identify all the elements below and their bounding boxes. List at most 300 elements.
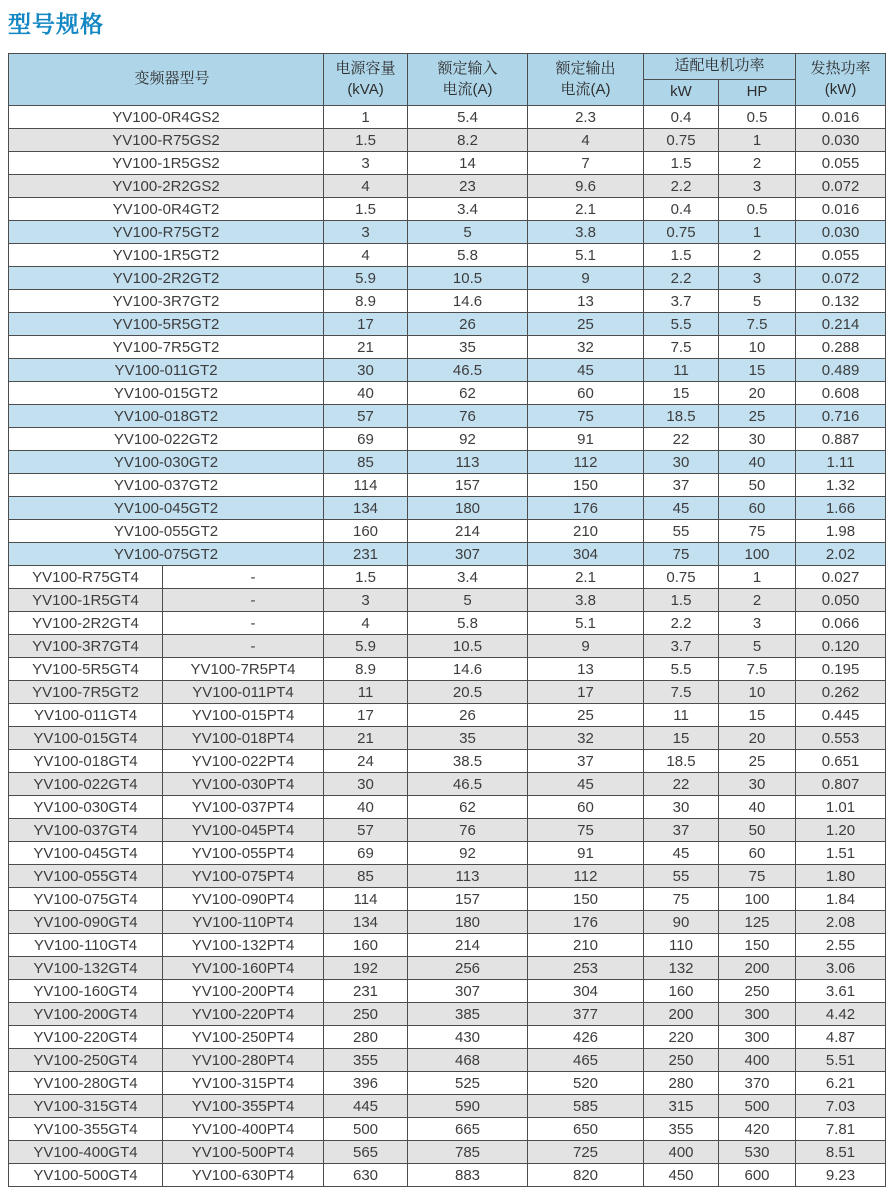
kva-cell: 11 xyxy=(324,681,408,704)
motor-hp-cell: 500 xyxy=(719,1095,796,1118)
model-label: YV100-2R2GT2 xyxy=(112,269,220,287)
heat-power-cell: 0.262 xyxy=(796,681,886,704)
output-current-cell: 45 xyxy=(528,773,644,796)
input-current-cell: 307 xyxy=(408,980,528,1003)
model-cell-2: YV100-7R5PT4 xyxy=(163,658,324,681)
model-cell-2: YV100-250PT4 xyxy=(163,1026,324,1049)
col-header-output-current xyxy=(528,54,644,106)
input-current-cell: 5 xyxy=(408,589,528,612)
table-row xyxy=(9,888,886,911)
model-cell-2: YV100-160PT4 xyxy=(163,957,324,980)
table-row xyxy=(9,934,886,957)
motor-hp-cell: 5 xyxy=(719,290,796,313)
kva-cell: 17 xyxy=(324,313,408,336)
heat-power-cell: 0.030 xyxy=(796,221,886,244)
model-label: YV100-018GT2 xyxy=(113,407,219,425)
table-row xyxy=(9,451,886,474)
motor-hp-cell: 125 xyxy=(719,911,796,934)
model-cell xyxy=(9,221,324,244)
model-cell-2: YV100-280PT4 xyxy=(163,1049,324,1072)
input-current-cell: 785 xyxy=(408,1141,528,1164)
model-cell xyxy=(9,451,324,474)
table-row xyxy=(9,612,886,635)
motor-kw-cell: 2.2 xyxy=(644,612,719,635)
model-cell: YV100-075GT4 xyxy=(9,888,163,911)
heat-power-cell: 4.87 xyxy=(796,1026,886,1049)
model-cell: YV100-1R5GT4 xyxy=(9,589,163,612)
motor-kw-cell: 18.5 xyxy=(644,405,719,428)
heat-power-cell: 7.81 xyxy=(796,1118,886,1141)
motor-kw-cell: 37 xyxy=(644,819,719,842)
kva-cell: 445 xyxy=(324,1095,408,1118)
heat-power-cell: 0.016 xyxy=(796,198,886,221)
model-cell: YV100-315GT4 xyxy=(9,1095,163,1118)
output-current-cell: 426 xyxy=(528,1026,644,1049)
table-row xyxy=(9,1072,886,1095)
output-current-cell: 520 xyxy=(528,1072,644,1095)
kva-cell: 1 xyxy=(324,106,408,129)
motor-kw-cell: 0.75 xyxy=(644,129,719,152)
model-cell-2: - xyxy=(163,612,324,635)
kva-cell: 565 xyxy=(324,1141,408,1164)
table-row xyxy=(9,658,886,681)
model-cell-2: YV100-030PT4 xyxy=(163,773,324,796)
col-header-hp: HP xyxy=(719,80,796,106)
table-row xyxy=(9,497,886,520)
input-header-line1: 额定输入 xyxy=(437,60,498,78)
heat-power-cell: 0.489 xyxy=(796,359,886,382)
kva-cell: 4 xyxy=(324,175,408,198)
motor-kw-cell: 1.5 xyxy=(644,152,719,175)
output-header-line2: 电流(A) xyxy=(560,80,611,98)
model-cell xyxy=(9,405,324,428)
output-current-cell: 91 xyxy=(528,842,644,865)
heat-power-cell: 0.445 xyxy=(796,704,886,727)
motor-kw-cell: 355 xyxy=(644,1118,719,1141)
motor-kw-cell: 55 xyxy=(644,865,719,888)
model-cell: YV100-030GT4 xyxy=(9,796,163,819)
heat-power-cell: 5.51 xyxy=(796,1049,886,1072)
motor-kw-cell: 1.5 xyxy=(644,244,719,267)
heat-power-cell: 0.716 xyxy=(796,405,886,428)
output-current-cell: 25 xyxy=(528,704,644,727)
kva-cell: 1.5 xyxy=(324,566,408,589)
model-cell-2: YV100-011PT4 xyxy=(163,681,324,704)
table-row xyxy=(9,474,886,497)
model-cell: YV100-011GT4 xyxy=(9,704,163,727)
model-cell: YV100-3R7GT4 xyxy=(9,635,163,658)
input-current-cell: 14.6 xyxy=(408,290,528,313)
output-current-cell: 150 xyxy=(528,474,644,497)
output-current-cell: 91 xyxy=(528,428,644,451)
motor-hp-cell: 3 xyxy=(719,175,796,198)
input-current-cell: 8.2 xyxy=(408,129,528,152)
output-current-cell: 75 xyxy=(528,819,644,842)
motor-kw-cell: 75 xyxy=(644,888,719,911)
input-current-cell: 14 xyxy=(408,152,528,175)
motor-hp-cell: 10 xyxy=(719,681,796,704)
model-cell-2: YV100-045PT4 xyxy=(163,819,324,842)
motor-hp-cell: 7.5 xyxy=(719,658,796,681)
kva-cell: 8.9 xyxy=(324,658,408,681)
motor-kw-cell: 280 xyxy=(644,1072,719,1095)
output-current-cell: 45 xyxy=(528,359,644,382)
motor-hp-cell: 100 xyxy=(719,888,796,911)
input-current-cell: 430 xyxy=(408,1026,528,1049)
heat-power-cell: 2.02 xyxy=(796,543,886,566)
heat-power-cell: 0.055 xyxy=(796,244,886,267)
motor-hp-cell: 2 xyxy=(719,589,796,612)
input-current-cell: 20.5 xyxy=(408,681,528,704)
kva-cell: 396 xyxy=(324,1072,408,1095)
model-cell: YV100-015GT4 xyxy=(9,727,163,750)
output-current-cell: 112 xyxy=(528,451,644,474)
model-label: YV100-0R4GS2 xyxy=(112,108,220,126)
motor-hp-cell: 30 xyxy=(719,773,796,796)
output-current-cell: 112 xyxy=(528,865,644,888)
heat-power-cell: 0.807 xyxy=(796,773,886,796)
output-current-cell: 9 xyxy=(528,267,644,290)
model-label: YV100-037GT2 xyxy=(113,476,219,494)
col-header-model: 变频器型号 xyxy=(9,54,324,106)
model-cell-2: YV100-500PT4 xyxy=(163,1141,324,1164)
model-cell xyxy=(9,129,324,152)
kva-cell: 17 xyxy=(324,704,408,727)
input-current-cell: 38.5 xyxy=(408,750,528,773)
table-row xyxy=(9,106,886,129)
model-cell: YV100-090GT4 xyxy=(9,911,163,934)
kva-cell: 134 xyxy=(324,497,408,520)
input-current-cell: 525 xyxy=(408,1072,528,1095)
kva-cell: 1.5 xyxy=(324,129,408,152)
model-cell: YV100-280GT4 xyxy=(9,1072,163,1095)
col-header-heat-power xyxy=(796,54,886,106)
kva-cell: 160 xyxy=(324,520,408,543)
heat-power-cell: 0.214 xyxy=(796,313,886,336)
header-row-top xyxy=(9,54,886,80)
model-label: YV100-R75GS2 xyxy=(112,131,220,149)
heat-power-cell: 6.21 xyxy=(796,1072,886,1095)
motor-hp-cell: 15 xyxy=(719,359,796,382)
table-row xyxy=(9,428,886,451)
output-current-cell: 13 xyxy=(528,290,644,313)
kva-cell: 231 xyxy=(324,543,408,566)
table-row xyxy=(9,819,886,842)
output-current-cell: 210 xyxy=(528,520,644,543)
output-current-cell: 9.6 xyxy=(528,175,644,198)
heat-power-cell: 0.055 xyxy=(796,152,886,175)
motor-kw-cell: 2.2 xyxy=(644,267,719,290)
input-current-cell: 307 xyxy=(408,543,528,566)
motor-kw-cell: 7.5 xyxy=(644,336,719,359)
model-cell-2: YV100-022PT4 xyxy=(163,750,324,773)
output-current-cell: 465 xyxy=(528,1049,644,1072)
output-current-cell: 210 xyxy=(528,934,644,957)
output-current-cell: 253 xyxy=(528,957,644,980)
motor-hp-cell: 2 xyxy=(719,244,796,267)
model-cell: YV100-045GT4 xyxy=(9,842,163,865)
heat-power-cell: 0.050 xyxy=(796,589,886,612)
input-current-cell: 62 xyxy=(408,796,528,819)
motor-hp-cell: 370 xyxy=(719,1072,796,1095)
model-cell-2: YV100-015PT4 xyxy=(163,704,324,727)
heat-power-cell: 0.651 xyxy=(796,750,886,773)
model-cell: YV100-5R5GT4 xyxy=(9,658,163,681)
input-current-cell: 76 xyxy=(408,405,528,428)
input-current-cell: 883 xyxy=(408,1164,528,1187)
output-current-cell: 2.1 xyxy=(528,566,644,589)
table-row xyxy=(9,543,886,566)
output-current-cell: 9 xyxy=(528,635,644,658)
table-row xyxy=(9,152,886,175)
kva-cell: 3 xyxy=(324,152,408,175)
input-current-cell: 665 xyxy=(408,1118,528,1141)
output-current-cell: 176 xyxy=(528,911,644,934)
table-row xyxy=(9,129,886,152)
input-current-cell: 46.5 xyxy=(408,359,528,382)
capacity-header-line2: (kVA) xyxy=(347,80,384,98)
table-row xyxy=(9,1164,886,1187)
output-current-cell: 5.1 xyxy=(528,612,644,635)
output-current-cell: 2.3 xyxy=(528,106,644,129)
motor-kw-cell: 22 xyxy=(644,428,719,451)
col-header-capacity xyxy=(324,54,408,106)
model-label: YV100-075GT2 xyxy=(113,545,219,563)
motor-hp-cell: 530 xyxy=(719,1141,796,1164)
motor-hp-cell: 100 xyxy=(719,543,796,566)
heat-power-cell: 0.887 xyxy=(796,428,886,451)
kva-cell: 69 xyxy=(324,842,408,865)
motor-hp-cell: 400 xyxy=(719,1049,796,1072)
kva-cell: 355 xyxy=(324,1049,408,1072)
motor-hp-cell: 20 xyxy=(719,727,796,750)
motor-kw-cell: 75 xyxy=(644,543,719,566)
motor-hp-cell: 300 xyxy=(719,1026,796,1049)
kva-cell: 40 xyxy=(324,382,408,405)
input-current-cell: 3.4 xyxy=(408,566,528,589)
motor-kw-cell: 5.5 xyxy=(644,658,719,681)
output-current-cell: 4 xyxy=(528,129,644,152)
kva-cell: 24 xyxy=(324,750,408,773)
motor-kw-cell: 0.75 xyxy=(644,566,719,589)
motor-hp-cell: 10 xyxy=(719,336,796,359)
input-current-cell: 214 xyxy=(408,934,528,957)
motor-hp-cell: 50 xyxy=(719,474,796,497)
output-current-cell: 60 xyxy=(528,796,644,819)
motor-kw-cell: 5.5 xyxy=(644,313,719,336)
motor-kw-cell: 22 xyxy=(644,773,719,796)
table-row xyxy=(9,865,886,888)
kva-cell: 114 xyxy=(324,474,408,497)
motor-kw-cell: 220 xyxy=(644,1026,719,1049)
kva-cell: 57 xyxy=(324,405,408,428)
table-row xyxy=(9,1141,886,1164)
motor-hp-cell: 20 xyxy=(719,382,796,405)
motor-hp-cell: 0.5 xyxy=(719,106,796,129)
model-cell-2: - xyxy=(163,566,324,589)
output-current-cell: 32 xyxy=(528,727,644,750)
table-row xyxy=(9,382,886,405)
model-label: YV100-045GT2 xyxy=(113,499,219,517)
motor-hp-cell: 1 xyxy=(719,221,796,244)
model-label: YV100-055GT2 xyxy=(113,522,219,540)
input-current-cell: 3.4 xyxy=(408,198,528,221)
model-label: YV100-015GT2 xyxy=(113,384,219,402)
heat-power-cell: 3.61 xyxy=(796,980,886,1003)
kva-cell: 85 xyxy=(324,865,408,888)
motor-hp-cell: 60 xyxy=(719,842,796,865)
heat-power-cell: 0.288 xyxy=(796,336,886,359)
motor-kw-cell: 132 xyxy=(644,957,719,980)
motor-kw-cell: 11 xyxy=(644,704,719,727)
model-cell: YV100-7R5GT2 xyxy=(9,681,163,704)
heat-power-cell: 0.072 xyxy=(796,267,886,290)
motor-kw-cell: 0.4 xyxy=(644,106,719,129)
model-cell xyxy=(9,336,324,359)
col-header-kw: kW xyxy=(644,80,719,106)
motor-kw-cell: 55 xyxy=(644,520,719,543)
heat-power-cell: 1.80 xyxy=(796,865,886,888)
input-current-cell: 180 xyxy=(408,497,528,520)
table-row xyxy=(9,1049,886,1072)
output-current-cell: 13 xyxy=(528,658,644,681)
model-cell: YV100-160GT4 xyxy=(9,980,163,1003)
model-cell: YV100-132GT4 xyxy=(9,957,163,980)
kva-cell: 630 xyxy=(324,1164,408,1187)
table-row xyxy=(9,980,886,1003)
heat-power-cell: 2.08 xyxy=(796,911,886,934)
input-current-cell: 76 xyxy=(408,819,528,842)
heat-power-cell: 1.66 xyxy=(796,497,886,520)
model-cell-2: YV100-075PT4 xyxy=(163,865,324,888)
model-label: YV100-5R5GT2 xyxy=(112,315,220,333)
model-cell xyxy=(9,382,324,405)
kva-cell: 40 xyxy=(324,796,408,819)
kva-cell: 3 xyxy=(324,221,408,244)
model-label: YV100-R75GT2 xyxy=(112,223,220,241)
table-row xyxy=(9,1095,886,1118)
kva-cell: 21 xyxy=(324,336,408,359)
motor-kw-cell: 7.5 xyxy=(644,681,719,704)
output-current-cell: 176 xyxy=(528,497,644,520)
motor-kw-cell: 315 xyxy=(644,1095,719,1118)
model-cell xyxy=(9,244,324,267)
input-current-cell: 10.5 xyxy=(408,635,528,658)
model-cell: YV100-037GT4 xyxy=(9,819,163,842)
table-row xyxy=(9,336,886,359)
col-header-motor-power: 适配电机功率 xyxy=(644,54,796,80)
motor-hp-cell: 150 xyxy=(719,934,796,957)
heat-power-cell: 0.132 xyxy=(796,290,886,313)
model-label: YV100-0R4GT2 xyxy=(112,200,220,218)
output-current-cell: 725 xyxy=(528,1141,644,1164)
model-cell: YV100-110GT4 xyxy=(9,934,163,957)
input-current-cell: 14.6 xyxy=(408,658,528,681)
input-current-cell: 35 xyxy=(408,727,528,750)
motor-kw-cell: 45 xyxy=(644,497,719,520)
model-cell-2: YV100-200PT4 xyxy=(163,980,324,1003)
kva-cell: 30 xyxy=(324,773,408,796)
model-cell: YV100-018GT4 xyxy=(9,750,163,773)
motor-hp-cell: 50 xyxy=(719,819,796,842)
table-row xyxy=(9,221,886,244)
table-row xyxy=(9,267,886,290)
heat-power-cell: 0.027 xyxy=(796,566,886,589)
output-current-cell: 150 xyxy=(528,888,644,911)
table-row xyxy=(9,290,886,313)
table-row xyxy=(9,244,886,267)
model-cell: YV100-355GT4 xyxy=(9,1118,163,1141)
model-cell xyxy=(9,290,324,313)
kva-cell: 5.9 xyxy=(324,635,408,658)
model-cell xyxy=(9,520,324,543)
table-row xyxy=(9,957,886,980)
kva-cell: 134 xyxy=(324,911,408,934)
input-current-cell: 157 xyxy=(408,474,528,497)
motor-hp-cell: 40 xyxy=(719,451,796,474)
output-current-cell: 585 xyxy=(528,1095,644,1118)
model-label: YV100-030GT2 xyxy=(113,453,219,471)
motor-hp-cell: 200 xyxy=(719,957,796,980)
model-cell: YV100-022GT4 xyxy=(9,773,163,796)
motor-hp-cell: 30 xyxy=(719,428,796,451)
input-current-cell: 5.8 xyxy=(408,612,528,635)
model-label: YV100-3R7GT2 xyxy=(112,292,220,310)
kva-cell: 3 xyxy=(324,589,408,612)
input-current-cell: 5.4 xyxy=(408,106,528,129)
model-cell-2: - xyxy=(163,635,324,658)
motor-hp-cell: 250 xyxy=(719,980,796,1003)
motor-kw-cell: 200 xyxy=(644,1003,719,1026)
input-current-cell: 92 xyxy=(408,842,528,865)
motor-hp-cell: 420 xyxy=(719,1118,796,1141)
input-current-cell: 46.5 xyxy=(408,773,528,796)
model-cell-2: YV100-132PT4 xyxy=(163,934,324,957)
heat-power-cell: 8.51 xyxy=(796,1141,886,1164)
output-header-line1: 额定输出 xyxy=(555,60,616,78)
motor-hp-cell: 600 xyxy=(719,1164,796,1187)
motor-hp-cell: 25 xyxy=(719,750,796,773)
heat-power-cell: 1.98 xyxy=(796,520,886,543)
kva-cell: 69 xyxy=(324,428,408,451)
input-current-cell: 113 xyxy=(408,865,528,888)
motor-hp-cell: 25 xyxy=(719,405,796,428)
output-current-cell: 3.8 xyxy=(528,589,644,612)
table-row xyxy=(9,198,886,221)
output-current-cell: 5.1 xyxy=(528,244,644,267)
motor-kw-cell: 18.5 xyxy=(644,750,719,773)
motor-kw-cell: 11 xyxy=(644,359,719,382)
model-cell: YV100-R75GT4 xyxy=(9,566,163,589)
model-cell xyxy=(9,543,324,566)
model-cell-2: YV100-037PT4 xyxy=(163,796,324,819)
output-current-cell: 32 xyxy=(528,336,644,359)
model-cell: YV100-2R2GT4 xyxy=(9,612,163,635)
table-row xyxy=(9,727,886,750)
table-row xyxy=(9,520,886,543)
model-cell xyxy=(9,474,324,497)
output-current-cell: 37 xyxy=(528,750,644,773)
model-cell: YV100-250GT4 xyxy=(9,1049,163,1072)
output-current-cell: 60 xyxy=(528,382,644,405)
output-current-cell: 820 xyxy=(528,1164,644,1187)
input-current-cell: 5 xyxy=(408,221,528,244)
table-row xyxy=(9,589,886,612)
col-header-input-current xyxy=(408,54,528,106)
motor-hp-cell: 60 xyxy=(719,497,796,520)
table-row xyxy=(9,796,886,819)
input-current-cell: 23 xyxy=(408,175,528,198)
